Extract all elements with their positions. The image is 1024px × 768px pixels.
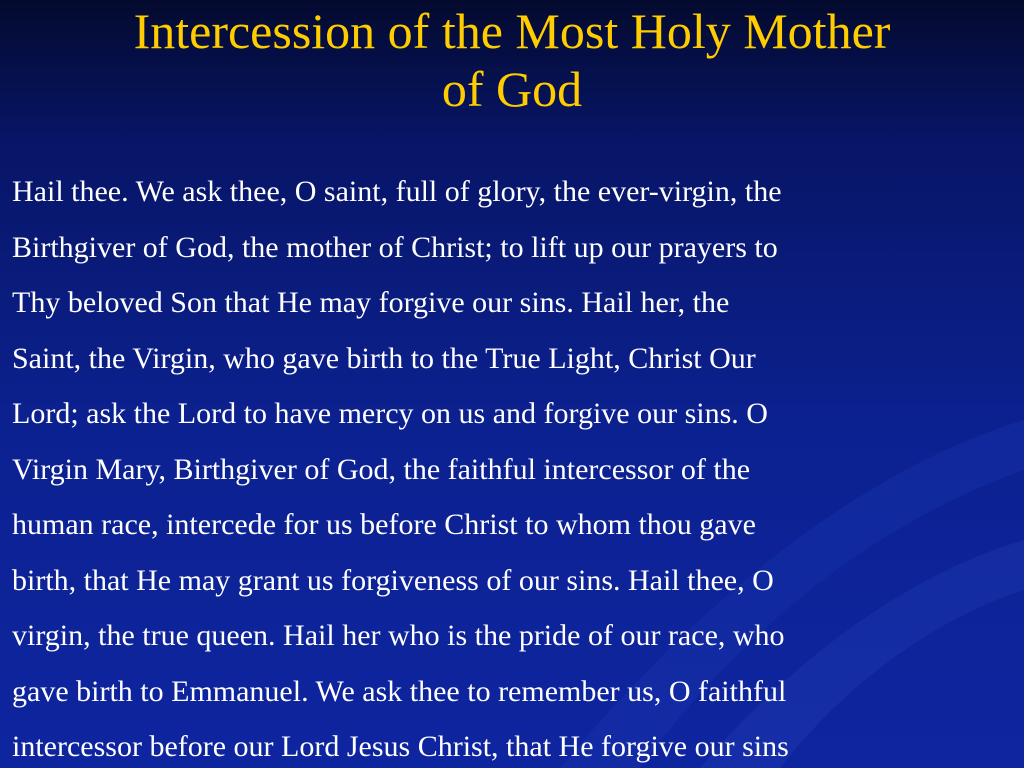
body-line: Saint, the Virgin, who gave birth to the True Light, Christ Our (12, 341, 756, 375)
body-line: Hail thee. We ask thee, O saint, full of glory, the ever-virgin, the (12, 175, 782, 208)
body-line: birth, that He may grant us forgiveness of our sins. Hail thee, O (12, 563, 774, 597)
body-line: intercessor before our Lord Jesus Christ, that He forgive our sins (12, 730, 789, 763)
body-line: human race, intercede for us before Christ to whom thou gave (12, 508, 756, 541)
slide-body-text (12, 164, 1012, 768)
slide-title (0, 2, 1024, 118)
title-line-2: of God (441, 61, 583, 117)
title-line-1: Intercession of the Most Holy Mother (133, 3, 891, 59)
body-line: Lord; ask the Lord to have mercy on us and forgive our sins. O (12, 397, 768, 430)
body-line: gave birth to Emmanuel. We ask thee to remember us, O faithful (12, 674, 787, 708)
body-line: Virgin Mary, Birthgiver of God, the faithful intercessor of the (12, 452, 751, 486)
body-line: virgin, the true queen. Hail her who is the pride of our race, who (12, 619, 785, 652)
body-line: Birthgiver of God, the mother of Christ; to lift up our prayers to (12, 230, 778, 264)
body-line: Thy beloved Son that He may forgive our sins. Hail her, the (12, 286, 730, 319)
